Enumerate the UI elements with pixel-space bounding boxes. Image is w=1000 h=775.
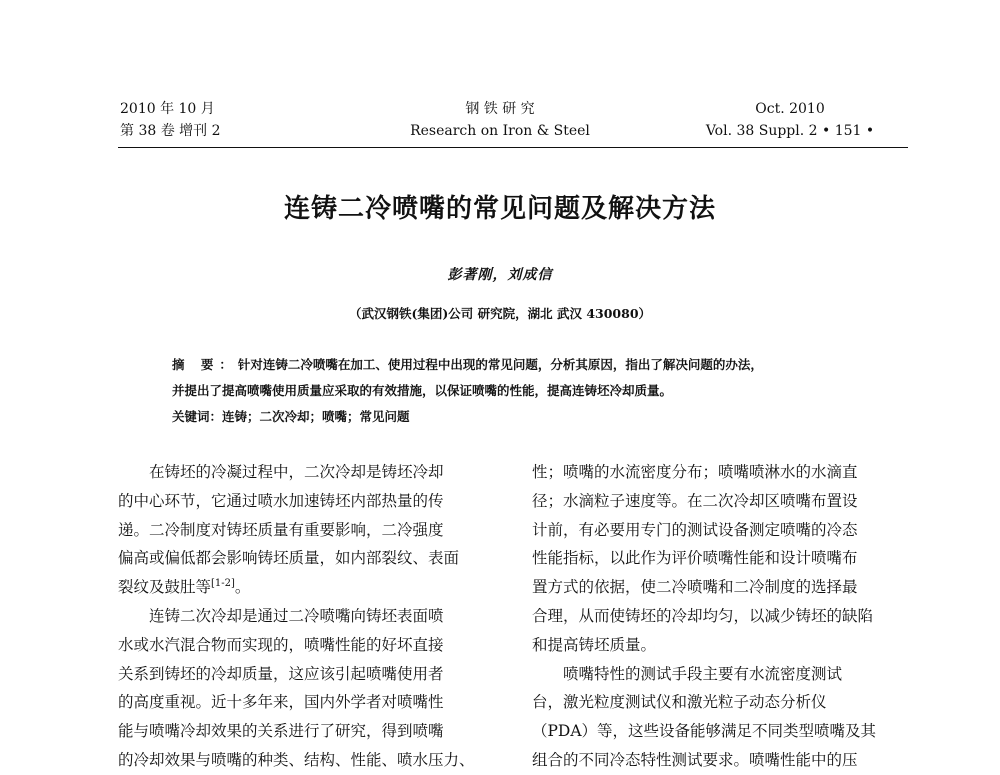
header-volume-en: Vol. 38 Suppl. 2 • 151 • [705, 123, 875, 139]
keywords: 连铸；二次冷却；喷嘴；常见问题 [222, 409, 410, 424]
text-line: 水或水汽混合物而实现的，喷嘴性能的好坏直接 [118, 635, 444, 654]
abstract-line: 并提出了提高喷嘴使用质量应采取的有效措施，以保证喷嘴的性能，提高连铸坯冷却质量。 [172, 383, 673, 398]
header-rule [118, 147, 908, 148]
header-volume: 第 38 卷 增刊 2 [120, 123, 221, 139]
body-column-right [532, 458, 922, 775]
abstract [172, 352, 872, 430]
text-line: 和提高铸坯质量。 [532, 635, 657, 654]
text-line: （PDA）等，这些设备能够满足不同类型喷嘴及其 [532, 722, 877, 741]
text-line: 在铸坯的冷凝过程中，二次冷却是铸坯冷却 [149, 463, 444, 481]
text-line: 喷嘴特性的测试手段主要有水流密度测试 [563, 664, 843, 683]
abstract-line: 针对连铸二冷喷嘴在加工、使用过程中出现的常见问题，分析其原因，指出了解决问题的办法， [237, 357, 763, 372]
text-line: 能与喷嘴冷却效果的关系进行了研究，得到喷嘴 [118, 722, 444, 741]
paper-authors: 彭著刚，刘成信 [447, 267, 553, 283]
text-line: 组合的不同冷态特性测试要求。喷嘴性能中的压 [532, 750, 858, 769]
header-center [360, 98, 640, 142]
text-line-end: 。 [234, 578, 251, 597]
text-line: 递。二冷制度对铸坯质量有重要影响，二冷强度 [118, 520, 444, 539]
body-column-left [118, 458, 508, 775]
paper-affiliation: （武汉钢铁(集团)公司 研究院，湖北 武汉 430080） [348, 306, 652, 321]
text-line: 径；水滴粒子速度等。在二次冷却区喷嘴布置设 [532, 491, 858, 510]
text-line [87, 573, 508, 602]
text-line: 台，激光粒度测试仪和激光粒子动态分析仪 [532, 693, 827, 712]
text-line: 的冷却效果与喷嘴的种类、结构、性能、喷水压力、 [118, 750, 475, 769]
paragraph [532, 660, 922, 775]
journal-name-cn: 钢 铁 研 究 [465, 101, 535, 117]
paragraph [118, 602, 508, 775]
text-line: 性能指标，以此作为评价喷嘴性能和设计喷嘴布 [532, 549, 858, 568]
text-line: 连铸二次冷却是通过二冷喷嘴向铸坯表面喷 [149, 606, 444, 625]
text-line: 的中心环节，它通过喷水加速铸坯内部热量的传 [118, 491, 444, 510]
text-line: 的高度重视。近十多年来，国内外学者对喷嘴性 [118, 693, 444, 712]
text-line: 计前，有必要用专门的测试设备测定喷嘴的冷态 [532, 520, 858, 539]
text-line-content: 裂纹及鼓肚等 [118, 578, 212, 597]
header-right [680, 98, 900, 142]
header-left [120, 98, 221, 142]
abstract-label: 摘 要： [172, 357, 238, 372]
text-line: 置方式的依据，使二冷喷嘴和二冷制度的选择最 [532, 578, 858, 597]
journal-name-en: Research on Iron & Steel [410, 123, 590, 139]
text-line: 性；喷嘴的水流密度分布；喷嘴喷淋水的水滴直 [532, 463, 858, 481]
header-date-en: Oct. 2010 [755, 101, 825, 117]
paper-title: 连铸二冷喷嘴的常见问题及解决方法 [283, 194, 716, 224]
paragraph [532, 458, 922, 660]
text-line: 关系到铸坯的冷却质量，这应该引起喷嘴使用者 [118, 664, 444, 683]
text-line: 合理，从而使铸坯的冷却均匀，以减少铸坯的缺陷 [532, 606, 874, 625]
citation: [1-2] [211, 578, 235, 590]
header-date: 2010 年 10 月 [120, 101, 215, 117]
paragraph [118, 458, 508, 602]
text-line: 偏高或偏低都会影响铸坯质量，如内部裂纹、表面 [118, 549, 460, 568]
keywords-label: 关键词： [172, 409, 223, 424]
